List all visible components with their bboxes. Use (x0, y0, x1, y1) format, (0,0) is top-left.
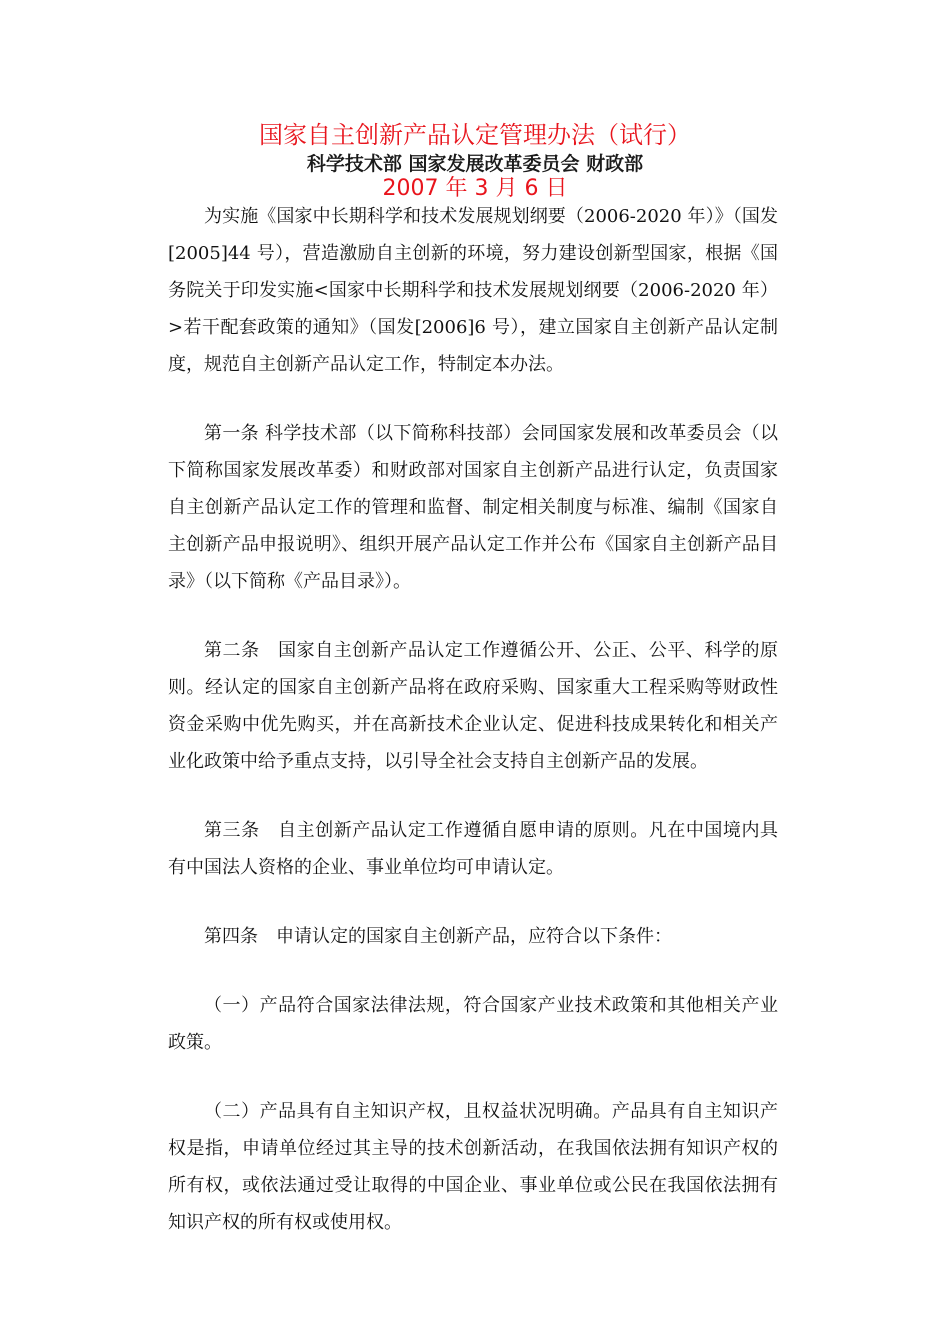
preamble-paragraph: 为实施《国家中长期科学和技术发展规划纲要（2006-2020 年）》（国发[2005]44 号），营造激励自主创新的环境，努力建设创新型国家，根据《国务院关于印发实施<国家中长期科学和技术发展规划纲要（2006-2020 年）>若干配套政策的通知》（国发[2006]6 号），建立国家自主创新产品认定制度，规范自主创新产品认定工作，特制定本办法。 (168, 206, 779, 375)
article-4-paragraph: 第四条 申请认定的国家自主创新产品，应符合以下条件： (204, 926, 672, 947)
condition-1-paragraph: （一）产品符合国家法律法规，符合国家产业技术政策和其他相关产业政策。 (168, 995, 778, 1053)
document-body (168, 198, 778, 1241)
article-1-paragraph: 第一条 科学技术部（以下简称科技部）会同国家发展和改革委员会（以下简称国家发展改革委）和财政部对国家自主创新产品进行认定，负责国家自主创新产品认定工作的管理和监督、制定相关制度与标准、编制《国家自主创新产品申报说明》、组织开展产品认定工作并公布《国家自主创新产品目录》（以下简称《产品目录》）。 (168, 423, 778, 592)
document-issuers: 科学技术部 国家发展改革委员会 财政部 (306, 153, 644, 175)
article-2-paragraph: 第二条 国家自主创新产品认定工作遵循公开、公正、公平、科学的原则。经认定的国家自主创新产品将在政府采购、国家重大工程采购等财政性资金采购中优先购买，并在高新技术企业认定、促进科技成果转化和相关产业化政策中给予重点支持，以引导全社会支持自主创新产品的发展。 (168, 640, 778, 772)
document-title: 国家自主创新产品认定管理办法（试行） (259, 121, 691, 149)
article-3-paragraph: 第三条 自主创新产品认定工作遵循自愿申请的原则。凡在中国境内具有中国法人资格的企业、事业单位均可申请认定。 (168, 820, 778, 878)
condition-2-paragraph: （二）产品具有自主知识产权，且权益状况明确。产品具有自主知识产权是指，申请单位经过其主导的技术创新活动，在我国依法拥有知识产权的所有权，或依法通过受让取得的中国企业、事业单位或公民在我国依法拥有知识产权的所有权或使用权。 (168, 1101, 778, 1233)
document-date: 2007 年 3 月 6 日 (382, 176, 568, 201)
